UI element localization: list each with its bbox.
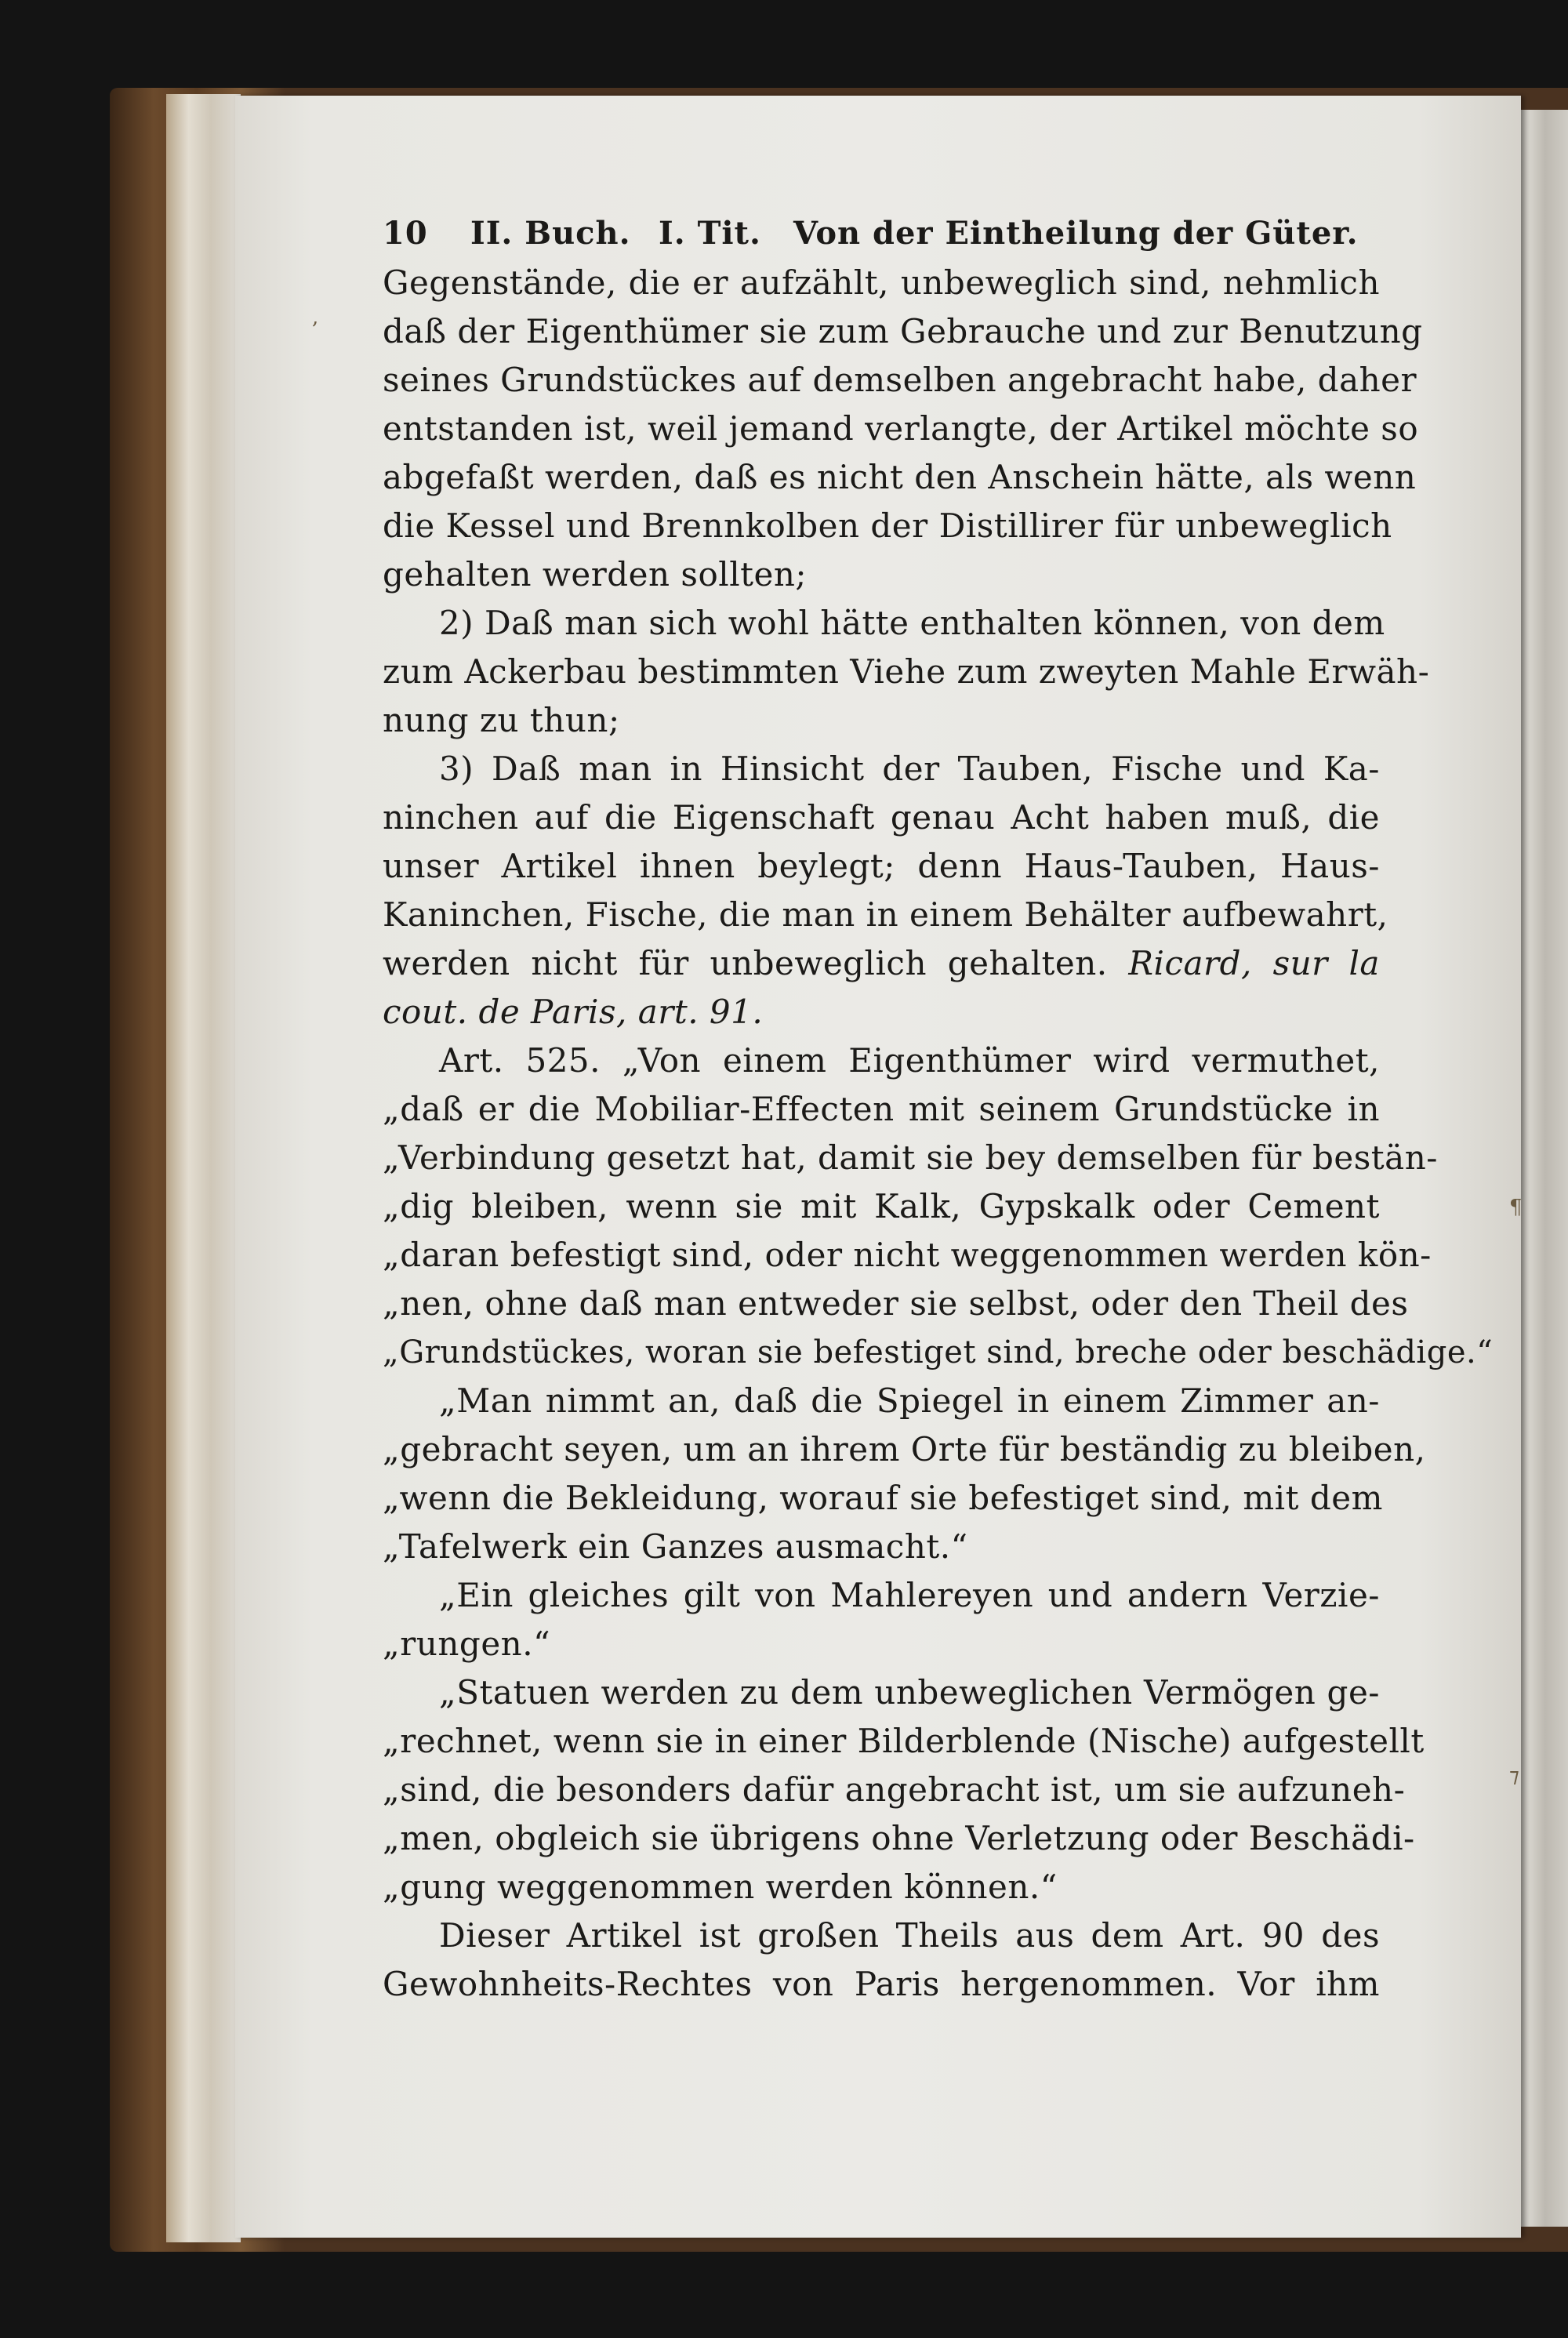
text-line: daß der Eigenthümer sie zum Gebrauche und zur Benutzung: [383, 312, 1423, 350]
article-heading: Art. 525. „Von einem Eigenthümer wird vermuthet,: [439, 1041, 1380, 1080]
text-line: ninchen auf die Eigenschaft genau Acht haben muß, die: [383, 798, 1380, 837]
text-line: Dieser Artikel ist großen Theils aus dem Art. 90 des: [439, 1916, 1380, 1955]
book-label: II. Buch.: [470, 215, 631, 252]
text-line: „rechnet, wenn sie in einer Bilderblende (Nische) aufgestellt: [383, 1722, 1425, 1760]
text-line: „Statuen werden zu dem unbeweglichen Vermögen ge-: [439, 1673, 1380, 1712]
text-line: nung zu thun;: [383, 701, 620, 739]
text-line: entstanden ist, weil jemand verlangte, der Artikel möchte so: [383, 409, 1419, 448]
text-line: seines Grundstückes auf demselben angebracht habe, daher: [383, 361, 1417, 399]
text-line: Gegenstände, die er aufzählt, unbeweglich sind, nehmlich: [383, 263, 1380, 302]
margin-mark: ,: [312, 306, 319, 329]
citation-line: cout. de Paris, art. 91.: [383, 993, 764, 1031]
running-header: [383, 202, 1380, 259]
title-label: I. Tit.: [659, 215, 761, 252]
text-line: „Ein gleiches gilt von Mahlereyen und andern Verzie-: [439, 1576, 1380, 1614]
margin-mark: ¶: [1509, 1196, 1523, 1219]
text-line: zum Ackerbau bestimmten Viehe zum zweyten Mahle Erwäh-: [383, 652, 1430, 691]
text-segment: werden nicht für unbeweglich gehalten.: [383, 944, 1108, 982]
text-line: Gewohnheits-Rechtes von Paris hergenommen. Vor ihm: [383, 1965, 1380, 2003]
page-text: [383, 202, 1494, 2009]
text-line: „daß er die Mobiliar-Effecten mit seinem Grundstücke in: [383, 1090, 1380, 1128]
text-line: „gung weggenommen werden können.“: [383, 1868, 1058, 1906]
text-line: „dig bleiben, wenn sie mit Kalk, Gypskalk oder Cement: [383, 1187, 1380, 1225]
text-line: „sind, die besonders dafür angebracht ist, um sie aufzuneh-: [383, 1770, 1406, 1809]
text-line: „Grundstückes, woran sie befestiget sind, breche oder beschädige.“: [383, 1334, 1494, 1370]
page-number: 10: [383, 215, 428, 252]
text-line: unser Artikel ihnen beylegt; denn Haus-Tauben, Haus-: [383, 847, 1380, 885]
text-line: „daran befestigt sind, oder nicht weggenommen werden kön-: [383, 1236, 1432, 1274]
text-line: [383, 939, 1380, 988]
text-line: „nen, ohne daß man entweder sie selbst, oder den Theil des: [383, 1284, 1409, 1323]
text-line: „Tafelwerk ein Ganzes ausmacht.“: [383, 1527, 968, 1566]
text-line: gehalten werden sollten;: [383, 555, 808, 594]
text-line: „wenn die Bekleidung, worauf sie befestiget sind, mit dem: [383, 1479, 1383, 1517]
chapter-title: Von der Eintheilung der Güter.: [793, 215, 1359, 252]
text-line: „gebracht seyen, um an ihrem Orte für beständig zu bleiben,: [383, 1430, 1426, 1469]
text-line: „rungen.“: [383, 1625, 551, 1663]
text-line: die Kessel und Brennkolben der Distillirer für unbeweglich: [383, 506, 1392, 545]
text-line: „men, obgleich sie übrigens ohne Verletzung oder Beschädi-: [383, 1819, 1415, 1857]
next-pages-edge: [1517, 110, 1568, 2227]
text-line: abgefaßt werden, daß es nicht den Anschein hätte, als wenn: [383, 458, 1417, 496]
page-edge: [166, 94, 241, 2242]
text-line: „Verbindung gesetzt hat, damit sie bey demselben für bestän-: [383, 1138, 1438, 1177]
citation: Ricard, sur la: [1128, 944, 1380, 982]
text-line: Kaninchen, Fische, die man in einem Behälter aufbewahrt,: [383, 895, 1388, 934]
margin-mark: ⁊: [1509, 1764, 1519, 1788]
text-line: 3) Daß man in Hinsicht der Tauben, Fische und Ka-: [439, 750, 1380, 788]
text-line: 2) Daß man sich wohl hätte enthalten können, von dem: [439, 604, 1385, 642]
text-line: „Man nimmt an, daß die Spiegel in einem Zimmer an-: [439, 1381, 1380, 1420]
